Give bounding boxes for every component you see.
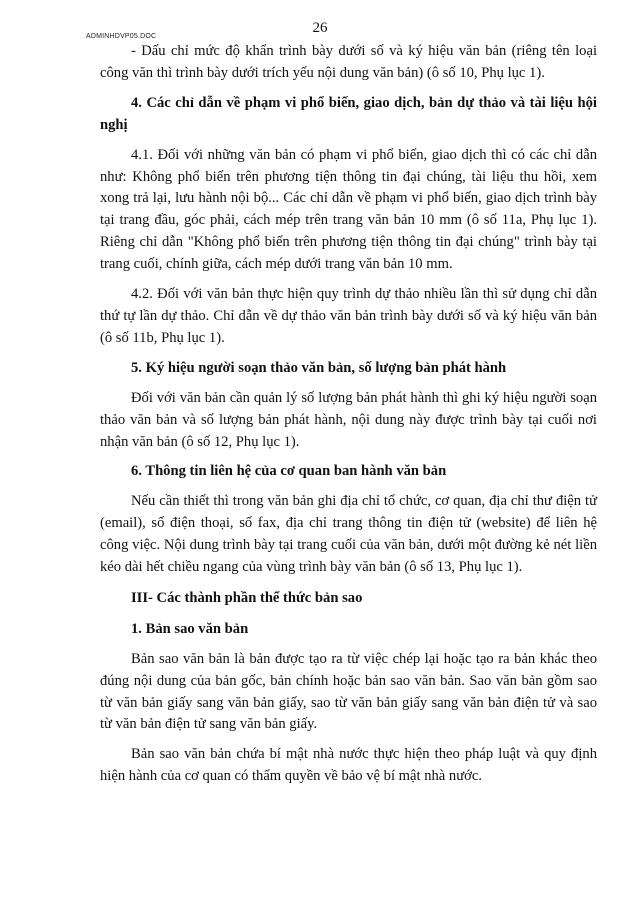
section-4-heading: 4. Các chỉ dẫn về phạm vi phổ biến, giao dịch, bản dự thảo và tài liệu hội nghị xyxy=(100,94,597,133)
section-6-heading: 6. Thông tin liên hệ của cơ quan ban hành văn bản xyxy=(131,463,447,480)
paragraph-4-1: 4.1. Đối với những văn bản có phạm vi phổ biến, giao dịch thì có các chỉ dẫn như: Không phổ biến trên phương tiện thông tin đại chúng, tài liệu thu hồi, xem xong trả lại, lưu hành nội bộ... Các chỉ dẫn về phạm vi phổ biến, giao dịch trình bày tại trang đầu, góc phải, cách mép trên trang văn bản 10 mm (ô số 11a, Phụ lục 1). Riêng chỉ dẫn "Không phổ biến trên phương tiện thông tin đại chúng" trình bày tại trang cuối, chính giữa, cách mép dưới trang văn bản 10 mm. xyxy=(100,146,597,273)
intro-paragraph: - Dấu chỉ mức độ khẩn trình bày dưới số và ký hiệu văn bản (riêng tên loại công văn thì trình bày dưới trích yếu nội dung văn bản) (ô số 10, Phụ lục 1). xyxy=(100,43,597,81)
paragraph-5: Đối với văn bản cần quản lý số lượng bản phát hành thì ghi ký hiệu người soạn thảo văn bản và số lượng bản phát hành, nội dung này được trình bày tại cuối nơi nhận văn bản (ô số 12, Phụ lục 1). xyxy=(100,389,597,450)
document-body xyxy=(100,41,597,788)
paragraph-4-2: 4.2. Đối với văn bản thực hiện quy trình dự thảo nhiều lần thì sử dụng chỉ dẫn thứ tự lần dự thảo. Chỉ dẫn về dự thảo văn bản trình bày dưới số và ký hiệu văn bản (ô số 11b, Phụ lục 1). xyxy=(100,286,597,346)
page-number: 26 xyxy=(312,20,328,36)
paragraph-6: Nếu cần thiết thì trong văn bản ghi địa chỉ tổ chức, cơ quan, địa chỉ thư điện tử (email), số điện thoại, số fax, địa chỉ trang thông tin điện tử (website) để liên hệ công việc. Nội dung trình bày tại trang cuối của văn bản, dưới một đường kẻ nét liền kéo dài hết chiều ngang của vùng trình bày văn bản (ô số 13, Phụ lục 1). xyxy=(100,493,597,576)
paragraph-iii-1b: Bản sao văn bản chứa bí mật nhà nước thực hiện theo pháp luật và quy định hiện hành của cơ quan có thẩm quyền về bảo vệ bí mật nhà nước. xyxy=(100,746,597,785)
section-iii-1-heading: 1. Bản sao văn bản xyxy=(131,620,249,637)
file-name: ADMINHDVP05.DOC xyxy=(86,33,157,40)
section-iii-heading: III- Các thành phần thể thức bản sao xyxy=(131,589,363,606)
paragraph-iii-1a: Bản sao văn bản là bản được tạo ra từ việc chép lại hoặc tạo ra bản khác theo đúng nội dung của bản gốc, bản chính hoặc bản sao văn bản. Sao văn bản gồm sao từ văn bản giấy sang văn bản giấy, sao từ văn bản giấy sang văn bản điện tử và sao từ văn bản điện tử sang văn bản giấy. xyxy=(100,650,597,733)
section-5-heading: 5. Ký hiệu người soạn thảo văn bản, số lượng bản phát hành xyxy=(131,359,507,376)
